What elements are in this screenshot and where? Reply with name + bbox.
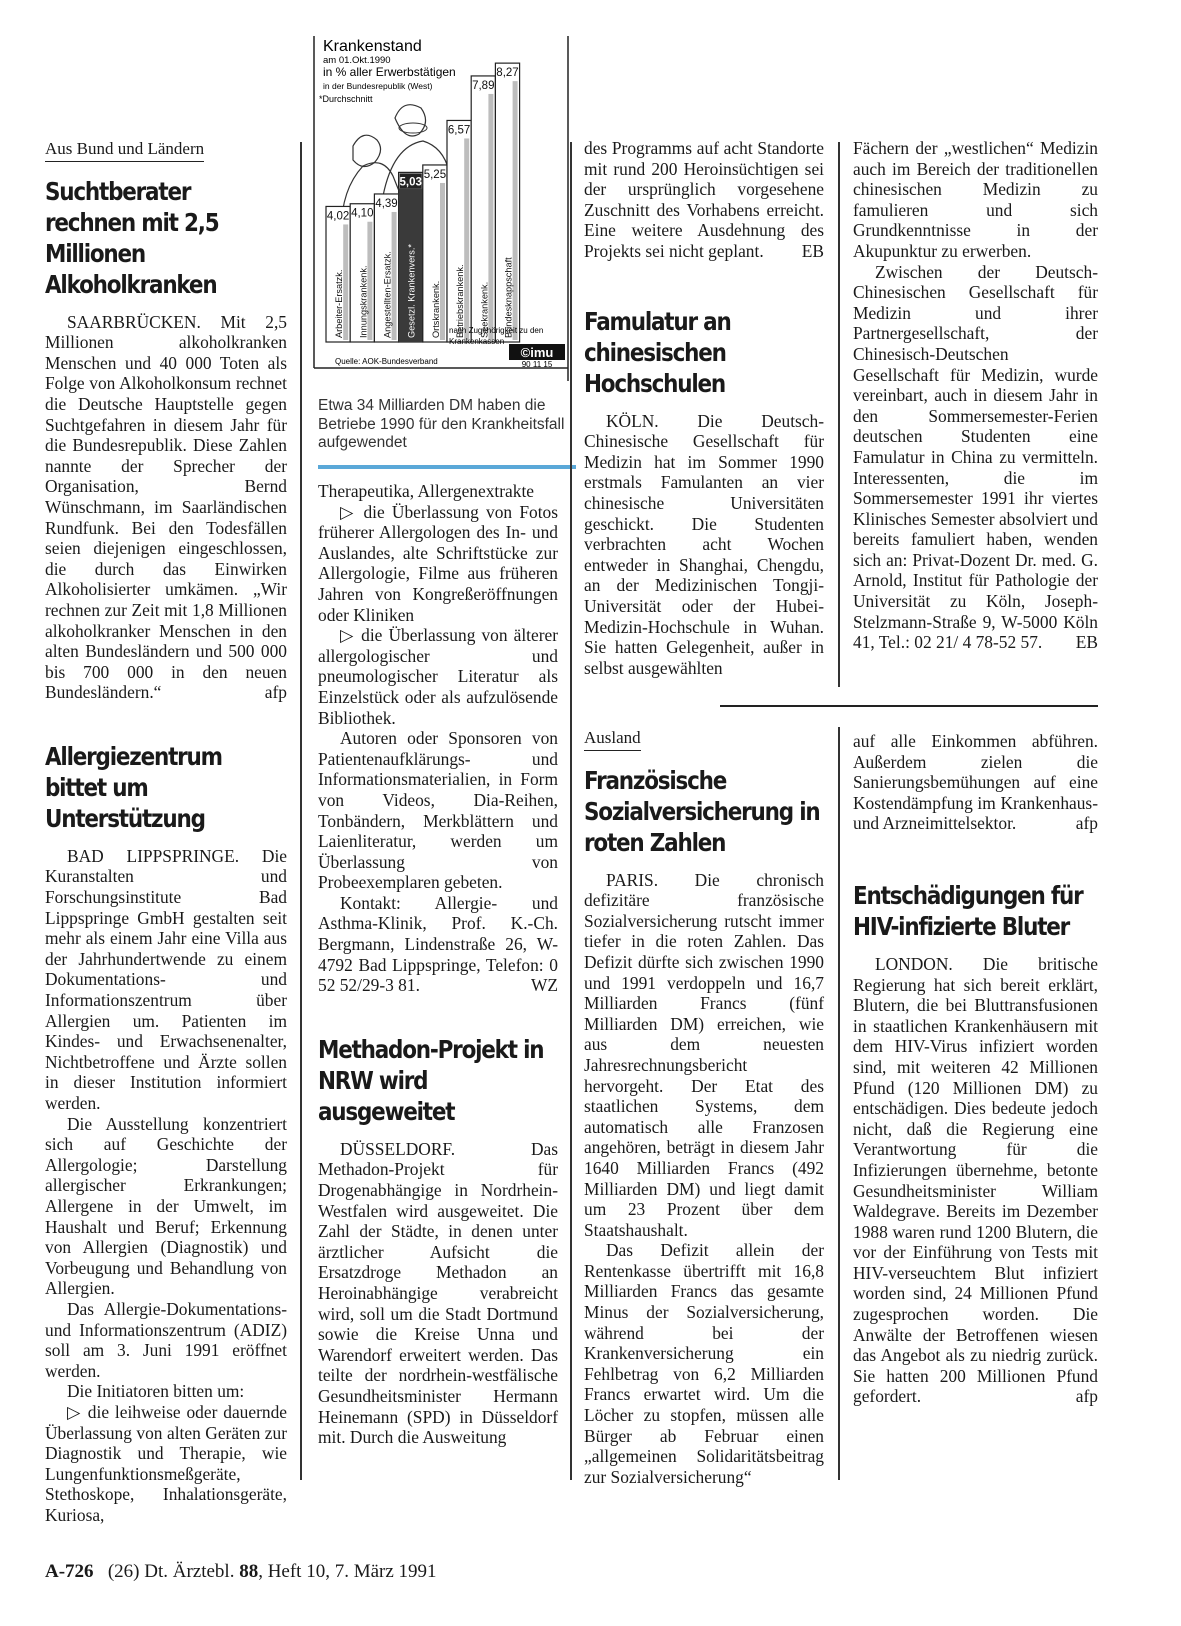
paragraph: LONDON. Die britische Regierung hat sich bereit erklärt, Blutern, die bei Bluttransfusionen in staatlichen Krankenhäusern mit dem HIV-Virus infiziert worden sind, mit weiteren 42 Millionen Pfund (120 Millionen DM) zu entschädigen. Dies bedeute jedoch nicht, daß die Regierung eine Verantwortung für die Infizierungen übernehme, betonte Gesundheitsminister William Waldegrave. Bereits im Dezember 1988 waren rund 1200 Blutern, die vor der Einführung von Tests mit HIV-verseuchtem Blut infiziert worden sind, 24 Millionen Pfund zugesprochen worden. Die Anwälte der Betroffenen wiesen das Angebot als zu niedrig zurück. Sie hatten 200 Millionen Pfund gefordert. afp [853,953,1098,1407]
chart-value-label: 5,25 [423,168,447,181]
chart-category-label: Gesetzl. Krankenvers.* [406,244,417,338]
paragraph: Autoren oder Sponsoren von Patientenaufklärungs- und Informationsmaterialien, in Form von Videos, Dia-Reihen, Tonbändern, Merkblättern und Laienliteratur, werden um Überlassung von Probeexemplaren gebeten. [318,728,558,893]
paragraph: Die Initiatoren bitten um: [67,1381,245,1402]
paragraph: des Programms auf acht Standorte mit rund 200 Heroinsüchtigen sei der ursprünglich vorgesehene Zuschnitt des Vorhabens erreicht. Eine weitere Ausdehnung des Projekts sei nicht geplant. EB [584,138,824,261]
headline-suchtberater: Suchtberater rechnen mit 2,5 Millionen Alkoholkranken [45,176,219,299]
headline-famulatur: Famulatur an chinesischen Hochschulen [584,306,731,398]
chart-subtitle: *Durchschnitt [319,94,373,104]
chart-category-label: Arbeiter-Ersatzk. [334,269,345,338]
headline-hiv-bluter: Entschädigungen für HIV-infizierte Bluter [853,880,1083,941]
paragraph: ▷ die Überlassung von älterer allergologischer und pneumologischer Literatur als Einzelstück oder als aufzulösende Bibliothek. [318,625,558,728]
headline-allergiezentrum: Allergiezentrum bittet um Unterstützung [45,741,222,833]
issue-date: , Heft 10, 7. März 1991 [258,1561,437,1582]
section-label-ausland: Ausland [584,728,641,751]
chart-category-label: Bundesknappschaft [503,257,514,338]
column-divider [838,142,840,687]
chart-value-label: 8,27 [496,67,519,80]
chart-value-label: 5,03 [399,176,422,189]
paragraph: auf alle Einkommen abführen. Außerdem zielen die Sanierungsbemühungen auf eine Kostendämpfung im Krankenhaus- und Arzneimittelsektor. afp [853,731,1098,834]
glasses-icon [399,123,427,133]
chart-value-label: 7,89 [472,79,495,92]
person-head-icon [353,135,381,166]
chart-value-label: 4,39 [375,197,398,210]
journal-ref: (26) Dt. Ärztebl. [107,1561,235,1582]
paragraph: Das Defizit allein der Rentenkasse übertrifft mit 16,8 Milliarden Francs das gesamte Minus der Sozialversicherung, während bei der Krankenversicherung ein Fehlbetrag von 6,2 Milliarden Francs erwartet wird. Um die Löcher zu stopfen, müssen alle Bürger ab Februar einen „allgemeinen Solidaritätsbeitrag zur Sozialversicherung“ [584,1240,824,1487]
doctor-head-icon [395,105,426,136]
paragraph: Kontakt: Allergie- und Asthma-Klinik, Prof. K.-Ch. Bergmann, Lindenstraße 26, W-4792 Bad Lippspringe, Telefon: 0 52 52/29-3 81. WZ [318,892,558,996]
column-3 [584,138,824,678]
blue-divider [318,465,576,469]
chart-value-label: 4,10 [351,207,374,220]
column-4 [853,138,1098,653]
author-sign: afp [1075,1386,1098,1407]
paragraph: Zwischen der Deutsch-Chinesischen Gesellschaft für Medizin und ihrer Partnergesellschaft, der Chinesisch-Deutschen Gesellschaft für Medizin, wurde vereinbart, auch in diesem Jahr in den Sommersemester-Ferien deutschen Studenten eine Famulatur in China zu vermitteln. Interessenten, die im Sommersemester 1991 ihr viertes Klinisches Semester absolviert und bereits famuliert haben, wenden sich an: Privat-Dozent Dr. med. G. Arnold, Institut für Pathologie der Universität zu Köln, Joseph-Stelzmann-Straße 9, W-5000 Köln 41, Tel.: 02 21/ 4 78-52 57. EB [853,261,1098,653]
column-2 [318,481,558,1448]
chart-category-label: Betriebskrankenk. [455,264,466,338]
paragraph: DÜSSELDORF. Das Methadon-Projekt für Drogenabhängige in Nordrhein-Westfalen wird ausgeweitet. Die Zahl der Städte, in denen unter ärztlicher Aufsicht die Ersatzdroge Methadon an Heroinabhängige verabreicht wird, soll um die Stadt Dortmund sowie die Kreise Unna und Warendorf erweitert werden. Das teilte der nordrhein-westfälische Gesundheitsminister Hermann Heinemann (SPD) in Düsseldorf mit. Durch die Ausweitung [318,1138,558,1448]
column-divider [570,142,572,1480]
paragraph: BAD LIPPSPRINGE. Die Kuranstalten und Forschungsinstitute Bad Lippspringe GmbH gestalten seit mehr als einem Jahr eine Villa aus der Jahrhundertwende zu einem Dokumentations- und Informationszentrum über Allergien um. Patienten im Kindes- und Erwachsenenalter, Nichtbetroffene und Ärzte sollen in dieser Institution informiert werden. [45,845,287,1113]
volume: 88 [239,1561,259,1582]
paragraph: Fächern der „westlichen“ Medizin auch im Bereich der traditionellen chinesischen Medizin zu famulieren und sich Grundkenntnisse in der Akupunktur zu erwerben. [853,138,1098,261]
chart-note: nach Zugehörigkeit zu den [449,326,544,335]
author-sign: EB [801,240,824,261]
chart-category-label: Innungskrankenk. [358,265,369,338]
column-1 [45,138,287,1525]
chart-category-label: Angestellten-Ersatzk. [382,251,393,338]
chart-note-2: Krankenkassen [449,337,505,346]
horizontal-divider [720,705,1098,707]
paragraph: SAARBRÜCKEN. Mit 2,5 Millionen alkoholkranken Menschen und 40 000 Toten als Folge von Alkoholkonsum rechnet die Deutsche Hauptstelle gegen Suchtgefahren in diesem Jahr für die Bundesrepublik. Diese Zahlen nannte der Sprecher der Organisation, Bernd Wünschmann, im Saarländischen Rundfunk. Bei den Todesfällen seien diejenigen eingeschlossen, die durch das Einwirken Alkoholisierter umkämen. „Wir rechnen zur Zeit mit 1,8 Millionen alkoholkranker Menschen in den alten Bundesländern und 500 000 bis 700 000 in den neuen Bundesländern.“ afp [45,311,287,703]
paragraph: ▷ die Überlassung von Fotos früherer Allergologen des In- und Auslandes, alte Schriftstücke zur Allergologie, Filme aus früheren Jahren von Kongreßeröffnungen oder Kliniken [318,501,558,625]
column-4-lower [853,731,1098,1407]
chart-caption: Etwa 34 Milliarden DM haben die Betriebe 1990 für den Krankheitsfall aufgewendet [318,397,565,451]
chart-code: 90 11 15 [521,360,553,369]
chart-value-label: 6,57 [447,124,471,137]
chart-value-label: 4,02 [326,210,350,223]
chart-category-label: Seekrankenk. [479,281,490,338]
chart-subtitle: in der Bundesrepublik (West) [323,81,433,91]
chart-subtitle: am 01.Okt.1990 [323,55,391,66]
chart-category-label: Ortskrankenk. [430,280,441,338]
imu-logo: ©imu [520,345,554,360]
paragraph: KÖLN. Die Deutsch-Chinesische Gesellschaft für Medizin hat im Sommer 1990 erstmals Famulanten an vier chinesische Universitäten geschickt. Die Studenten verbrachten acht Wochen entweder in Shanghai, Chengdu, an der Medizinischen Tongji-Universität oder der Hubei-Medizin-Hochschule in Wuhan. Sie hatten Gelegenheit, außer in selbst ausgewählten [584,410,824,678]
paragraph: Therapeutika, Allergenextrakte [318,481,534,501]
headline-methadon: Methadon-Projekt in NRW wird ausgeweitet [318,1034,544,1126]
page-footer [45,1561,437,1583]
paragraph: Das Allergie-Dokumentations- und Informationszentrum (ADIZ) soll am 3. Juni 1991 eröffnet werden. [45,1298,287,1381]
author-sign: afp [1075,813,1098,834]
author-sign: afp [264,682,287,703]
author-sign: EB [1075,632,1098,653]
chart-source: Quelle: AOK-Bundesverband [335,357,438,366]
headline-sozialversicherung: Französische Sozialversicherung in roten Zahlen [584,765,820,857]
chart-title: Krankenstand [323,38,422,55]
chart-subtitle: in % aller Erwerbstätigen [323,65,456,79]
author-sign: WZ [530,975,558,996]
chart-figure [313,36,575,394]
column-divider [838,727,840,1480]
paragraph: PARIS. Die chronisch defizitäre französische Sozialversicherung rutscht immer tiefer in die roten Zahlen. Das Defizit dürfte sich zwischen 1990 und 1991 verdoppeln und 16,7 Milliarden Francs (fünf Milliarden DM) erreichen, wie aus dem neuesten Jahresrechnungsbericht hervorgeht. Der Etat des staatlichen Systems, dem automatisch alle Franzosen angehören, beträgt in diesem Jahr 1640 Milliarden Francs (492 Milliarden DM) und liegt damit um 23 Prozent über dem Staatshaushalt. [584,869,824,1240]
page-number: A-726 [45,1561,94,1582]
paragraph: ▷ die leihweise oder dauernde Überlassung von alten Geräten zur Diagnostik und Therapie, wie Lungenfunktionsmeßgeräte, Stethoskope, Inhalationsgeräte, Kuriosa, [45,1401,287,1525]
column-divider [300,142,302,1480]
paragraph: Die Ausstellung konzentriert sich auf Geschichte der Allergologie; Darstellung allergischer Erkrankungen; Allergene in der Umwelt, im Haushalt und Beruf; Erkennung von Allergien (Diagnostik) und Vorbeugung und Behandlung von Allergien. [45,1113,287,1299]
column-3-lower [584,727,824,1487]
krankenstand-chart [313,36,575,394]
section-label-bund-laender: Aus Bund und Ländern [45,139,204,162]
